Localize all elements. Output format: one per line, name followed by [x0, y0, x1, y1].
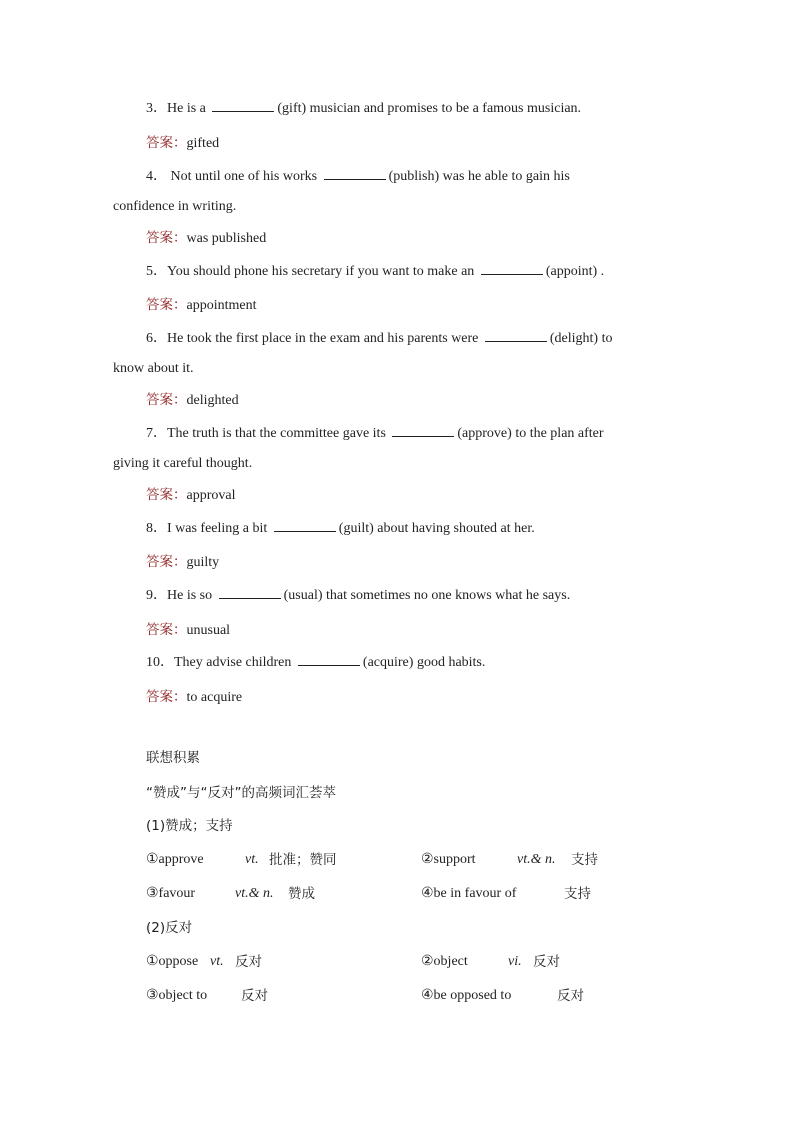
part-of-speech: vt.& n.	[235, 886, 274, 901]
part-of-speech: vt.	[210, 954, 224, 969]
question-text: Not until one of his works	[167, 169, 321, 184]
question-5	[146, 262, 794, 282]
word-hint: (guilt)	[338, 521, 374, 536]
answer-blank	[392, 424, 454, 437]
question-number: 3．	[146, 101, 167, 116]
answer-6	[146, 390, 794, 411]
question-number: 7．	[146, 426, 167, 441]
answer-label: 答案：	[146, 622, 187, 638]
word-hint: (gift)	[277, 101, 307, 116]
answer-text: gifted	[186, 136, 220, 151]
answer-10	[146, 687, 794, 708]
vocab-word: ①approve	[146, 852, 204, 867]
answer-label: 答案：	[146, 297, 187, 313]
chinese-meaning: 反对	[241, 988, 268, 1004]
question-text: You should phone his secretary if you want to make an	[167, 264, 478, 279]
vocab-word: ③favour	[146, 886, 196, 901]
question-7	[146, 424, 794, 444]
answer-label: 答案：	[146, 689, 187, 705]
question-text: I was feeling a bit	[167, 521, 271, 536]
part-of-speech: vi.	[508, 954, 522, 969]
question-8	[146, 519, 794, 539]
answer-7	[146, 485, 794, 506]
word-hint: (approve)	[457, 426, 512, 441]
question-4	[146, 167, 794, 187]
answer-label: 答案：	[146, 487, 187, 503]
answer-blank	[212, 99, 274, 112]
question-text: He is a	[167, 101, 210, 116]
word-hint: (usual)	[283, 588, 323, 603]
question-text: know about it.	[113, 361, 194, 376]
question-number: 10．	[146, 655, 174, 670]
question-text: that sometimes no one knows what he says.	[322, 588, 571, 603]
vocab-word: ④be opposed to	[421, 988, 512, 1003]
answer-text: unusual	[186, 623, 231, 638]
word-hint: (publish)	[388, 169, 440, 184]
question-text: confidence in writing.	[113, 199, 237, 214]
question-text: He took the first place in the exam and his parents were	[167, 331, 482, 346]
question-number: 6．	[146, 331, 167, 346]
answer-blank	[219, 586, 281, 599]
answer-blank	[298, 653, 360, 666]
question-text: musician and promises to be a famous musician.	[306, 101, 582, 116]
answer-text: was published	[186, 231, 267, 246]
part-of-speech: vt.& n.	[517, 852, 556, 867]
question-6-continued	[113, 359, 794, 379]
question-7-continued	[113, 454, 794, 474]
answer-blank	[274, 519, 336, 532]
question-number: 5．	[146, 264, 167, 279]
vocab-word: ③object to	[146, 988, 208, 1003]
chinese-meaning: 反对	[557, 988, 584, 1004]
question-text: He is so	[167, 588, 216, 603]
question-number: 4．	[146, 169, 167, 184]
answer-8	[146, 552, 794, 573]
chinese-meaning: 赞成	[288, 886, 315, 902]
answer-text: to acquire	[186, 690, 243, 705]
part-of-speech: vt.	[245, 852, 259, 867]
question-text: was he able to gain his	[439, 169, 570, 184]
vocab-word: ②support	[421, 852, 476, 867]
question-6	[146, 329, 794, 349]
vocab-word: ④be in favour of	[421, 886, 517, 901]
question-number: 8．	[146, 521, 167, 536]
question-text: good habits.	[413, 655, 486, 670]
section-title: 联想积累	[146, 750, 200, 766]
answer-label: 答案：	[146, 554, 187, 570]
answer-3	[146, 133, 794, 154]
group-heading-oppose: (2)反对	[146, 920, 193, 936]
question-3	[146, 99, 794, 119]
answer-label: 答案：	[146, 230, 187, 246]
answer-text: approval	[186, 488, 236, 503]
answer-4	[146, 228, 794, 249]
question-text: They advise children	[174, 655, 295, 670]
answer-label: 答案：	[146, 392, 187, 408]
answer-label: 答案：	[146, 135, 187, 151]
answer-text: delighted	[186, 393, 239, 408]
answer-blank	[481, 262, 543, 275]
chinese-meaning: 反对	[533, 954, 560, 970]
chinese-meaning: 支持	[571, 852, 598, 868]
question-number: 9．	[146, 588, 167, 603]
vocab-word: ①oppose	[146, 954, 199, 969]
answer-blank	[324, 167, 386, 180]
word-hint: (delight)	[549, 331, 599, 346]
chinese-meaning: 批准；赞同	[269, 852, 337, 868]
answer-9	[146, 620, 794, 641]
section-subtitle: “赞成”与“反对”的高频词汇荟萃	[146, 785, 336, 801]
question-text: The truth is that the committee gave its	[167, 426, 390, 441]
question-text: giving it careful thought.	[113, 456, 253, 471]
question-text: to the plan after	[511, 426, 604, 441]
chinese-meaning: 反对	[235, 954, 262, 970]
question-text: to	[598, 331, 613, 346]
answer-text: guilty	[186, 555, 220, 570]
answer-5	[146, 295, 794, 316]
word-hint: (appoint) .	[545, 264, 605, 279]
chinese-meaning: 支持	[564, 886, 591, 902]
answer-blank	[485, 329, 547, 342]
question-text: about having shouted at her.	[373, 521, 535, 536]
vocab-word: ②object	[421, 954, 468, 969]
question-9	[146, 586, 794, 606]
answer-text: appointment	[186, 298, 257, 313]
question-10	[146, 653, 794, 673]
group-heading-approve: (1)赞成；支持	[146, 818, 233, 834]
word-hint: (acquire)	[362, 655, 414, 670]
question-4-continued	[113, 197, 794, 217]
